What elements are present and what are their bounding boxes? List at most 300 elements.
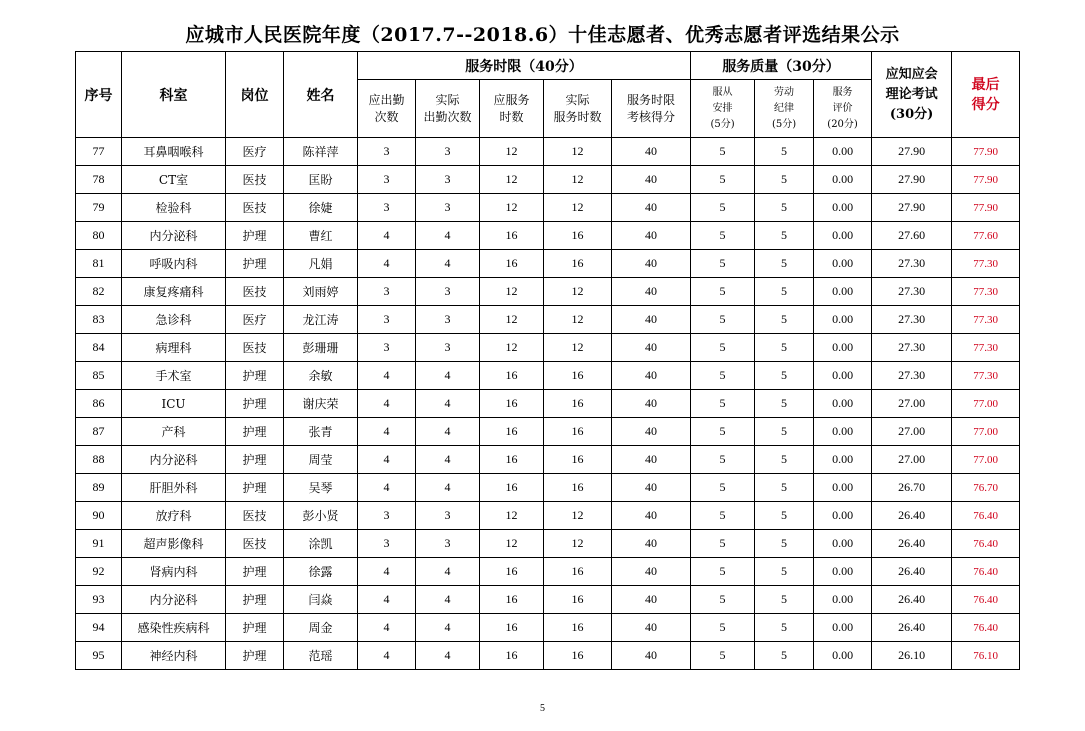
header-theory-exam: 应知应会 理论考试 (30分) bbox=[872, 52, 952, 138]
cell-exam: 26.40 bbox=[872, 614, 952, 642]
cell-obey: 5 bbox=[691, 194, 755, 222]
cell-name: 周莹 bbox=[284, 446, 358, 474]
cell-exam: 26.10 bbox=[872, 642, 952, 670]
cell-seq: 93 bbox=[76, 586, 122, 614]
cell-seq: 80 bbox=[76, 222, 122, 250]
cell-expected-hours: 16 bbox=[480, 558, 544, 586]
cell-actual-hours: 16 bbox=[544, 362, 612, 390]
cell-dept: 内分泌科 bbox=[122, 446, 226, 474]
cell-dept: 肝胆外科 bbox=[122, 474, 226, 502]
cell-hours-score: 40 bbox=[612, 306, 691, 334]
cell-obey: 5 bbox=[691, 474, 755, 502]
cell-expected-times: 4 bbox=[358, 642, 416, 670]
cell-expected-times: 4 bbox=[358, 614, 416, 642]
cell-expected-hours: 12 bbox=[480, 138, 544, 166]
cell-name: 谢庆荣 bbox=[284, 390, 358, 418]
cell-discipline: 5 bbox=[755, 474, 814, 502]
cell-actual-times: 3 bbox=[416, 194, 480, 222]
cell-dept: 内分泌科 bbox=[122, 586, 226, 614]
cell-final: 77.30 bbox=[952, 334, 1020, 362]
cell-actual-hours: 16 bbox=[544, 250, 612, 278]
table-row bbox=[76, 194, 1020, 222]
cell-final: 76.40 bbox=[952, 502, 1020, 530]
cell-name: 涂凯 bbox=[284, 530, 358, 558]
cell-discipline: 5 bbox=[755, 334, 814, 362]
cell-expected-times: 4 bbox=[358, 474, 416, 502]
cell-evaluation: 0.00 bbox=[814, 362, 872, 390]
cell-actual-times: 3 bbox=[416, 530, 480, 558]
cell-seq: 95 bbox=[76, 642, 122, 670]
table-row bbox=[76, 474, 1020, 502]
cell-obey: 5 bbox=[691, 390, 755, 418]
cell-dept: 病理科 bbox=[122, 334, 226, 362]
cell-actual-times: 4 bbox=[416, 614, 480, 642]
cell-actual-times: 4 bbox=[416, 558, 480, 586]
table-row bbox=[76, 278, 1020, 306]
cell-exam: 27.30 bbox=[872, 334, 952, 362]
cell-name: 徐婕 bbox=[284, 194, 358, 222]
cell-post: 护理 bbox=[226, 250, 284, 278]
table-body bbox=[76, 138, 1020, 670]
cell-seq: 87 bbox=[76, 418, 122, 446]
cell-actual-times: 4 bbox=[416, 418, 480, 446]
cell-discipline: 5 bbox=[755, 278, 814, 306]
cell-name: 周金 bbox=[284, 614, 358, 642]
cell-discipline: 5 bbox=[755, 614, 814, 642]
cell-expected-times: 4 bbox=[358, 446, 416, 474]
cell-name: 凡娟 bbox=[284, 250, 358, 278]
cell-actual-times: 4 bbox=[416, 642, 480, 670]
cell-expected-times: 4 bbox=[358, 586, 416, 614]
cell-final: 76.40 bbox=[952, 614, 1020, 642]
cell-actual-times: 4 bbox=[416, 586, 480, 614]
cell-obey: 5 bbox=[691, 418, 755, 446]
cell-name: 范瑶 bbox=[284, 642, 358, 670]
cell-expected-times: 4 bbox=[358, 222, 416, 250]
cell-evaluation: 0.00 bbox=[814, 586, 872, 614]
cell-dept: CT室 bbox=[122, 166, 226, 194]
cell-exam: 27.00 bbox=[872, 390, 952, 418]
cell-actual-times: 4 bbox=[416, 446, 480, 474]
cell-dept: ICU bbox=[122, 390, 226, 418]
cell-seq: 94 bbox=[76, 614, 122, 642]
cell-post: 护理 bbox=[226, 390, 284, 418]
cell-obey: 5 bbox=[691, 614, 755, 642]
cell-evaluation: 0.00 bbox=[814, 418, 872, 446]
header-expected-hours: 应服务 时数 bbox=[480, 80, 544, 138]
page-title: 应城市人民医院年度（2017.7--2018.6）十佳志愿者、优秀志愿者评选结果公示 bbox=[185, 24, 900, 46]
cell-name: 龙江涛 bbox=[284, 306, 358, 334]
table-row bbox=[76, 166, 1020, 194]
cell-actual-times: 3 bbox=[416, 166, 480, 194]
cell-obey: 5 bbox=[691, 166, 755, 194]
cell-actual-times: 4 bbox=[416, 362, 480, 390]
cell-discipline: 5 bbox=[755, 194, 814, 222]
cell-exam: 27.90 bbox=[872, 194, 952, 222]
cell-actual-hours: 12 bbox=[544, 306, 612, 334]
cell-seq: 77 bbox=[76, 138, 122, 166]
cell-obey: 5 bbox=[691, 558, 755, 586]
cell-hours-score: 40 bbox=[612, 418, 691, 446]
cell-hours-score: 40 bbox=[612, 222, 691, 250]
cell-evaluation: 0.00 bbox=[814, 642, 872, 670]
cell-dept: 感染性疾病科 bbox=[122, 614, 226, 642]
cell-hours-score: 40 bbox=[612, 530, 691, 558]
cell-name: 陈祥萍 bbox=[284, 138, 358, 166]
cell-obey: 5 bbox=[691, 530, 755, 558]
header-expected-times: 应出勤 次数 bbox=[358, 80, 416, 138]
cell-final: 76.70 bbox=[952, 474, 1020, 502]
cell-evaluation: 0.00 bbox=[814, 446, 872, 474]
cell-exam: 27.30 bbox=[872, 278, 952, 306]
cell-actual-times: 3 bbox=[416, 334, 480, 362]
cell-exam: 27.30 bbox=[872, 362, 952, 390]
cell-obey: 5 bbox=[691, 362, 755, 390]
cell-actual-times: 3 bbox=[416, 138, 480, 166]
cell-actual-hours: 16 bbox=[544, 446, 612, 474]
cell-name: 彭珊珊 bbox=[284, 334, 358, 362]
cell-hours-score: 40 bbox=[612, 642, 691, 670]
cell-seq: 85 bbox=[76, 362, 122, 390]
cell-actual-hours: 12 bbox=[544, 166, 612, 194]
cell-exam: 26.40 bbox=[872, 502, 952, 530]
cell-dept: 急诊科 bbox=[122, 306, 226, 334]
cell-final: 76.10 bbox=[952, 642, 1020, 670]
table-row bbox=[76, 418, 1020, 446]
cell-expected-hours: 12 bbox=[480, 334, 544, 362]
cell-expected-hours: 16 bbox=[480, 362, 544, 390]
cell-evaluation: 0.00 bbox=[814, 138, 872, 166]
cell-discipline: 5 bbox=[755, 222, 814, 250]
cell-dept: 呼吸内科 bbox=[122, 250, 226, 278]
cell-post: 护理 bbox=[226, 558, 284, 586]
cell-post: 护理 bbox=[226, 614, 284, 642]
cell-post: 医疗 bbox=[226, 138, 284, 166]
cell-discipline: 5 bbox=[755, 586, 814, 614]
cell-final: 77.90 bbox=[952, 194, 1020, 222]
cell-post: 护理 bbox=[226, 586, 284, 614]
cell-discipline: 5 bbox=[755, 530, 814, 558]
cell-post: 护理 bbox=[226, 474, 284, 502]
cell-expected-hours: 16 bbox=[480, 586, 544, 614]
cell-name: 曹红 bbox=[284, 222, 358, 250]
cell-actual-hours: 16 bbox=[544, 418, 612, 446]
cell-post: 医疗 bbox=[226, 306, 284, 334]
cell-dept: 产科 bbox=[122, 418, 226, 446]
results-table bbox=[75, 51, 1020, 670]
cell-seq: 90 bbox=[76, 502, 122, 530]
cell-evaluation: 0.00 bbox=[814, 390, 872, 418]
cell-seq: 82 bbox=[76, 278, 122, 306]
cell-expected-times: 3 bbox=[358, 138, 416, 166]
cell-name: 匡盼 bbox=[284, 166, 358, 194]
cell-dept: 放疗科 bbox=[122, 502, 226, 530]
cell-hours-score: 40 bbox=[612, 166, 691, 194]
cell-obey: 5 bbox=[691, 138, 755, 166]
cell-expected-hours: 16 bbox=[480, 446, 544, 474]
cell-expected-hours: 16 bbox=[480, 222, 544, 250]
cell-evaluation: 0.00 bbox=[814, 222, 872, 250]
table-row bbox=[76, 390, 1020, 418]
cell-post: 医技 bbox=[226, 278, 284, 306]
cell-final: 77.90 bbox=[952, 138, 1020, 166]
cell-expected-times: 3 bbox=[358, 502, 416, 530]
cell-expected-hours: 16 bbox=[480, 614, 544, 642]
cell-expected-hours: 16 bbox=[480, 390, 544, 418]
cell-post: 护理 bbox=[226, 418, 284, 446]
cell-exam: 27.00 bbox=[872, 446, 952, 474]
cell-exam: 27.30 bbox=[872, 250, 952, 278]
cell-actual-hours: 12 bbox=[544, 530, 612, 558]
cell-actual-hours: 16 bbox=[544, 614, 612, 642]
cell-hours-score: 40 bbox=[612, 390, 691, 418]
page-number: 5 bbox=[540, 703, 545, 714]
cell-hours-score: 40 bbox=[612, 362, 691, 390]
cell-seq: 91 bbox=[76, 530, 122, 558]
cell-discipline: 5 bbox=[755, 362, 814, 390]
cell-seq: 89 bbox=[76, 474, 122, 502]
cell-seq: 81 bbox=[76, 250, 122, 278]
header-quality-group: 服务质量（30分） bbox=[691, 52, 872, 80]
cell-actual-hours: 16 bbox=[544, 474, 612, 502]
cell-obey: 5 bbox=[691, 222, 755, 250]
cell-actual-times: 4 bbox=[416, 250, 480, 278]
table-row bbox=[76, 642, 1020, 670]
header-post: 岗位 bbox=[226, 52, 284, 138]
header-final-score: 最后 得分 bbox=[952, 52, 1020, 138]
header-service-hours-group: 服务时限（40分） bbox=[358, 52, 691, 80]
cell-evaluation: 0.00 bbox=[814, 278, 872, 306]
cell-hours-score: 40 bbox=[612, 250, 691, 278]
cell-expected-hours: 16 bbox=[480, 474, 544, 502]
table-row bbox=[76, 222, 1020, 250]
cell-actual-hours: 12 bbox=[544, 194, 612, 222]
cell-post: 医技 bbox=[226, 194, 284, 222]
cell-post: 护理 bbox=[226, 222, 284, 250]
cell-obey: 5 bbox=[691, 586, 755, 614]
cell-discipline: 5 bbox=[755, 166, 814, 194]
table-row bbox=[76, 530, 1020, 558]
cell-exam: 27.90 bbox=[872, 166, 952, 194]
header-hours-score: 服务时限 考核得分 bbox=[612, 80, 691, 138]
cell-expected-hours: 12 bbox=[480, 306, 544, 334]
cell-seq: 83 bbox=[76, 306, 122, 334]
cell-seq: 88 bbox=[76, 446, 122, 474]
cell-actual-times: 3 bbox=[416, 278, 480, 306]
cell-discipline: 5 bbox=[755, 306, 814, 334]
cell-obey: 5 bbox=[691, 306, 755, 334]
cell-hours-score: 40 bbox=[612, 194, 691, 222]
header-evaluation: 服务 评价 (20分) bbox=[814, 80, 872, 138]
cell-dept: 内分泌科 bbox=[122, 222, 226, 250]
cell-seq: 92 bbox=[76, 558, 122, 586]
cell-expected-hours: 12 bbox=[480, 502, 544, 530]
cell-final: 77.00 bbox=[952, 446, 1020, 474]
cell-seq: 78 bbox=[76, 166, 122, 194]
cell-actual-times: 3 bbox=[416, 502, 480, 530]
cell-post: 护理 bbox=[226, 362, 284, 390]
cell-actual-times: 4 bbox=[416, 222, 480, 250]
cell-expected-hours: 16 bbox=[480, 250, 544, 278]
cell-final: 77.30 bbox=[952, 250, 1020, 278]
cell-expected-times: 3 bbox=[358, 278, 416, 306]
cell-seq: 79 bbox=[76, 194, 122, 222]
cell-expected-times: 3 bbox=[358, 530, 416, 558]
cell-dept: 神经内科 bbox=[122, 642, 226, 670]
cell-final: 77.60 bbox=[952, 222, 1020, 250]
table-row bbox=[76, 614, 1020, 642]
cell-evaluation: 0.00 bbox=[814, 558, 872, 586]
table-row bbox=[76, 362, 1020, 390]
cell-post: 医技 bbox=[226, 530, 284, 558]
cell-exam: 26.40 bbox=[872, 586, 952, 614]
cell-actual-hours: 16 bbox=[544, 642, 612, 670]
cell-evaluation: 0.00 bbox=[814, 530, 872, 558]
header-obey: 服从 安排 (5分) bbox=[691, 80, 755, 138]
cell-discipline: 5 bbox=[755, 642, 814, 670]
cell-expected-times: 3 bbox=[358, 334, 416, 362]
cell-hours-score: 40 bbox=[612, 334, 691, 362]
table-row bbox=[76, 502, 1020, 530]
cell-evaluation: 0.00 bbox=[814, 474, 872, 502]
cell-hours-score: 40 bbox=[612, 502, 691, 530]
cell-dept: 检验科 bbox=[122, 194, 226, 222]
header-name: 姓名 bbox=[284, 52, 358, 138]
cell-hours-score: 40 bbox=[612, 614, 691, 642]
cell-hours-score: 40 bbox=[612, 138, 691, 166]
cell-dept: 耳鼻咽喉科 bbox=[122, 138, 226, 166]
cell-hours-score: 40 bbox=[612, 278, 691, 306]
cell-obey: 5 bbox=[691, 642, 755, 670]
header-actual-hours: 实际 服务时数 bbox=[544, 80, 612, 138]
cell-final: 76.40 bbox=[952, 586, 1020, 614]
cell-discipline: 5 bbox=[755, 138, 814, 166]
cell-seq: 86 bbox=[76, 390, 122, 418]
cell-expected-hours: 16 bbox=[480, 418, 544, 446]
header-dept: 科室 bbox=[122, 52, 226, 138]
cell-obey: 5 bbox=[691, 334, 755, 362]
cell-final: 77.30 bbox=[952, 362, 1020, 390]
cell-discipline: 5 bbox=[755, 558, 814, 586]
cell-expected-times: 4 bbox=[358, 418, 416, 446]
cell-discipline: 5 bbox=[755, 390, 814, 418]
cell-actual-hours: 16 bbox=[544, 222, 612, 250]
cell-dept: 肾病内科 bbox=[122, 558, 226, 586]
cell-expected-times: 3 bbox=[358, 194, 416, 222]
table-row bbox=[76, 586, 1020, 614]
header-seq: 序号 bbox=[76, 52, 122, 138]
cell-final: 77.00 bbox=[952, 390, 1020, 418]
cell-post: 护理 bbox=[226, 446, 284, 474]
cell-expected-hours: 12 bbox=[480, 530, 544, 558]
cell-evaluation: 0.00 bbox=[814, 614, 872, 642]
cell-dept: 手术室 bbox=[122, 362, 226, 390]
cell-actual-hours: 12 bbox=[544, 334, 612, 362]
cell-final: 77.90 bbox=[952, 166, 1020, 194]
cell-evaluation: 0.00 bbox=[814, 250, 872, 278]
cell-expected-times: 4 bbox=[358, 250, 416, 278]
cell-exam: 27.00 bbox=[872, 418, 952, 446]
cell-actual-hours: 12 bbox=[544, 138, 612, 166]
cell-name: 吴琴 bbox=[284, 474, 358, 502]
table-row bbox=[76, 446, 1020, 474]
cell-post: 护理 bbox=[226, 642, 284, 670]
cell-expected-hours: 12 bbox=[480, 166, 544, 194]
cell-dept: 超声影像科 bbox=[122, 530, 226, 558]
cell-name: 张青 bbox=[284, 418, 358, 446]
cell-actual-hours: 12 bbox=[544, 502, 612, 530]
cell-final: 77.30 bbox=[952, 278, 1020, 306]
cell-hours-score: 40 bbox=[612, 558, 691, 586]
cell-expected-hours: 12 bbox=[480, 194, 544, 222]
cell-name: 闫焱 bbox=[284, 586, 358, 614]
table-row bbox=[76, 558, 1020, 586]
cell-hours-score: 40 bbox=[612, 474, 691, 502]
cell-exam: 26.40 bbox=[872, 530, 952, 558]
cell-expected-times: 4 bbox=[358, 362, 416, 390]
cell-final: 76.40 bbox=[952, 558, 1020, 586]
cell-obey: 5 bbox=[691, 502, 755, 530]
table-row bbox=[76, 138, 1020, 166]
cell-exam: 26.40 bbox=[872, 558, 952, 586]
cell-evaluation: 0.00 bbox=[814, 194, 872, 222]
table-row bbox=[76, 250, 1020, 278]
cell-final: 77.00 bbox=[952, 418, 1020, 446]
cell-dept: 康复疼痛科 bbox=[122, 278, 226, 306]
cell-discipline: 5 bbox=[755, 446, 814, 474]
table-row bbox=[76, 306, 1020, 334]
table-row bbox=[76, 334, 1020, 362]
cell-exam: 27.30 bbox=[872, 306, 952, 334]
cell-actual-hours: 16 bbox=[544, 390, 612, 418]
cell-expected-times: 3 bbox=[358, 166, 416, 194]
cell-actual-hours: 16 bbox=[544, 586, 612, 614]
cell-name: 余敏 bbox=[284, 362, 358, 390]
header-actual-times: 实际 出勤次数 bbox=[416, 80, 480, 138]
cell-name: 刘雨婷 bbox=[284, 278, 358, 306]
cell-name: 徐露 bbox=[284, 558, 358, 586]
header-discipline: 劳动 纪律 (5分) bbox=[755, 80, 814, 138]
cell-exam: 26.70 bbox=[872, 474, 952, 502]
cell-expected-hours: 16 bbox=[480, 642, 544, 670]
cell-hours-score: 40 bbox=[612, 446, 691, 474]
cell-actual-hours: 16 bbox=[544, 558, 612, 586]
cell-discipline: 5 bbox=[755, 502, 814, 530]
cell-expected-hours: 12 bbox=[480, 278, 544, 306]
cell-exam: 27.60 bbox=[872, 222, 952, 250]
cell-final: 77.30 bbox=[952, 306, 1020, 334]
cell-actual-times: 4 bbox=[416, 390, 480, 418]
cell-expected-times: 3 bbox=[358, 306, 416, 334]
cell-actual-times: 4 bbox=[416, 474, 480, 502]
cell-hours-score: 40 bbox=[612, 586, 691, 614]
cell-expected-times: 4 bbox=[358, 390, 416, 418]
cell-name: 彭小贤 bbox=[284, 502, 358, 530]
cell-evaluation: 0.00 bbox=[814, 166, 872, 194]
cell-actual-times: 3 bbox=[416, 306, 480, 334]
cell-post: 医技 bbox=[226, 334, 284, 362]
cell-exam: 27.90 bbox=[872, 138, 952, 166]
cell-discipline: 5 bbox=[755, 418, 814, 446]
cell-post: 医技 bbox=[226, 166, 284, 194]
cell-seq: 84 bbox=[76, 334, 122, 362]
cell-final: 76.40 bbox=[952, 530, 1020, 558]
cell-evaluation: 0.00 bbox=[814, 306, 872, 334]
cell-obey: 5 bbox=[691, 278, 755, 306]
cell-obey: 5 bbox=[691, 446, 755, 474]
cell-discipline: 5 bbox=[755, 250, 814, 278]
cell-actual-hours: 12 bbox=[544, 278, 612, 306]
